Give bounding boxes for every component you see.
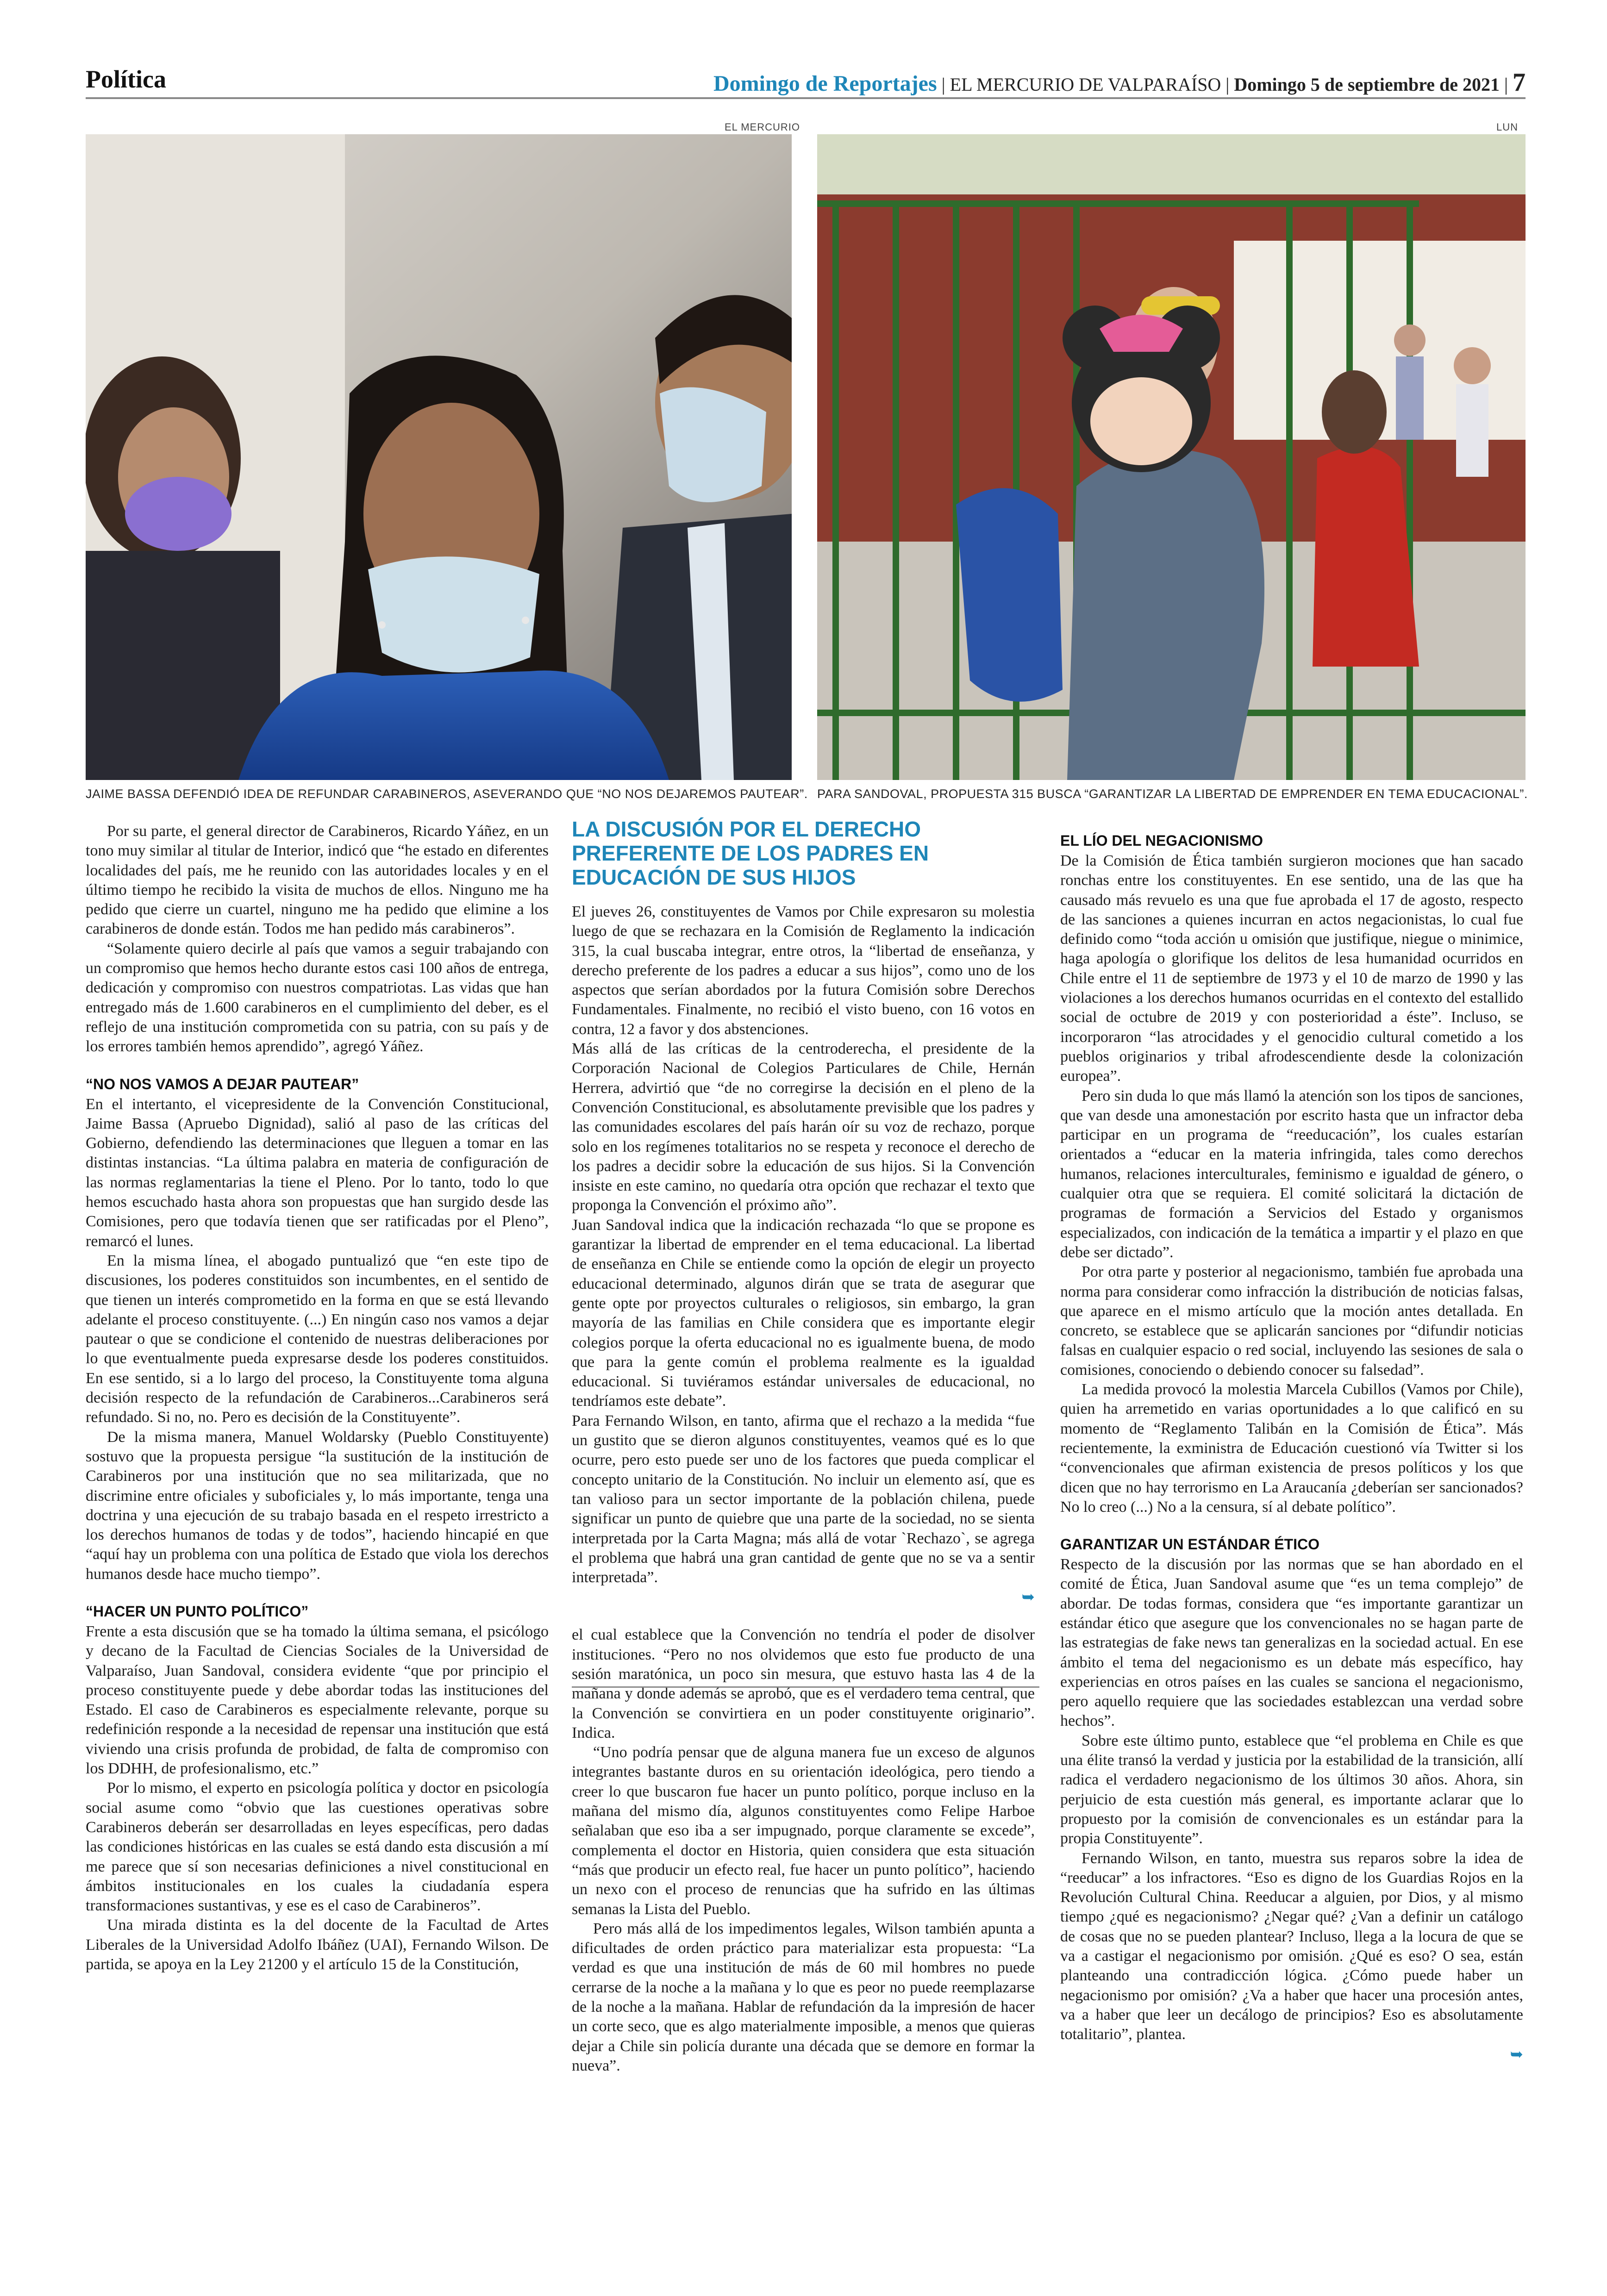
paragraph: “Uno podría pensar que de alguna manera fue un exceso de algunos integrantes bastante duros en su orientación ideológica, pero tiendo a creer lo que buscaron fue hacer un punto político, porque incluso en la mañana del mismo día, algunos constituyentes como Felipe Harboe señalaban que eso iba a ser impugnado, porque claramente se excede”, complementa el doctor en Historia, quien considera que esta situación “más que producir un efecto real, fue hacer un punto político”, haciendo un nexo con el proceso de renuncias que ha sufrido en las últimas semanas la Lista del Pueblo. [572, 1744, 1035, 1918]
paragraph: Una mirada distinta es la del docente de la Facultad de Artes Liberales de la Universidad Adolfo Ibáñez (UAI), Fernando Wilson. De partida, se apoya en la Ley 21200 y el artículo 15 de la Constitución, [86, 1916, 549, 1973]
photo-credit-right: LUN [1496, 121, 1519, 133]
paragraph: Por su parte, el general director de Carabineros, Ricardo Yáñez, en un tono muy similar al titular de Interior, indicó que “he estado en diferentes localidades del país, me he reunido con las autoridades locales y en el último tiempo he recibido la visita de muchos de ellos. Ninguno me ha pedido que cierre un cuartel, ninguno me ha pedido que elimine a los carabineros de donde están. Todos me han pedido más carabineros”. [86, 823, 549, 938]
photo-caption-left: JAIME BASSA DEFENDIÓ IDEA DE REFUNDAR CARABINEROS, ASEVERANDO QUE “NO NOS DEJAREMOS PAUTEAR”. [86, 787, 808, 801]
article-column-2 [572, 817, 1035, 2076]
paragraph: De la Comisión de Ética también surgieron mociones que han sacado ronchas entre los constituyentes. En ese sentido, una de las que ha causado más revuelo es una que fue aprobada el 17 de agosto, respecto de las sanciones a quienes incurran en actos negacionistas, lo cual fue definido como “toda acción u omisión que justifique, niegue o minimice, haga apología o glorifique los delitos de lesa humanidad ocurridos en Chile entre el 11 de septiembre de 1973 y el 10 de marzo de 1990 y las violaciones a los derechos humanos ocurridas en el contexto del estallido social de octubre de 2019 y con posterioridad a éste”. Incluso, se incorporaron “las atrocidades y el genocidio cultural cometido a los pueblos originarios y tribal afrodescendiente desde la colonización europea”. [1060, 852, 1523, 1085]
paragraph: Juan Sandoval indica que la indicación rechazada “lo que se propone es garantizar la libertad de emprender en el tema educacional. La libertad de enseñanza en Chile se entiende como la opción de elegir un proyecto educacional determinado, algunos dirán que se trata de asegurar que gente opte por proyectos culturales o religiosos, sin embargo, la gran mayoría de las familias en Chile considera que es importante elegir colegios porque la oferta educacional no es igualmente buena, de modo que para la gente común el problema realmente es la igualdad educacional. Si tuviéramos estándar universales de educacional, no tendríamos este debate”. [572, 1216, 1035, 1410]
paragraph: Pero más allá de los impedimentos legales, Wilson también apunta a dificultades de orden práctico para materializar esta propuesta: “La verdad es que una institución de más de 60 mil hombres no puede cerrarse de la noche a la mañana y lo que es peor no puede reemplazarse de la noche a la mañana. Hablar de refundación da la impresión de hacer un corte seco, que es algo materialmente imposible, a menos que quieras dejar a Chile sin policía durante una década que se demore en formar la nueva”. [572, 1920, 1035, 2074]
separator: | [1499, 74, 1513, 95]
subheading: “HACER UN PUNTO POLÍTICO” [86, 1603, 309, 1620]
feature-title: LA DISCUSIÓN POR EL DERECHO PREFERENTE DE LOS PADRES EN EDUCACIÓN DE SUS HIJOS [572, 817, 929, 889]
paragraph: De la misma manera, Manuel Woldarsky (Pueblo Constituyente) sostuvo que la propuesta persigue “la sustitución de la institución de Carabineros por una institución que no sea militarizada, que no discrimine entre oficiales y suboficiales y, lo más importante, tenga una doctrina y una ejecución de su trabajo basada en el respeto irrestricto a los derechos humanos de todas y de todos”, haciendo hincapié en que “aquí hay un problema con una política de Estado que viola los derechos humanos desde hace mucho tiempo”. [86, 1428, 549, 1583]
subheading: EL LÍO DEL NEGACIONISMO [1060, 832, 1263, 849]
paragraph: En el intertanto, el vicepresidente de la Convención Constitucional, Jaime Bassa (Apruebo Dignidad), salió al paso de las críticas del Gobierno, defendiendo las determinaciones que lleguen a tomar en las distintas instancias. “La última palabra en materia de configuración de las normas reglamentarias la tiene el Pleno. Por lo tanto, todo lo que hemos escuchado hasta ahora son propuestas que han surgido desde las Comisiones, pero que todavía tienen que ser ratificadas por el Pleno”, remarcó el lunes. [86, 1095, 549, 1250]
newspaper-name: EL MERCURIO DE VALPARAÍSO [950, 74, 1221, 95]
paragraph: Más allá de las críticas de la centroderecha, el presidente de la Corporación Nacional de Colegios Particulares de Chile, Hernán Herrera, advirtió que “de no corregirse la decisión en el pleno de la Convención Constitucional, es absolutamente previsible que los padres y las comunidades escolares del país harán oír su voz de rechazo, porque solo en los regímenes totalitarios no se respeta y reconoce el derecho de los padres a decidir sobre la educación de sus hijos. Si la Convención insiste en este camino, no quedaría otra opción que rechazar el texto que proponga la Convención el próximo año”. [572, 1040, 1035, 1214]
paragraph: Por otra parte y posterior al negacionismo, también fue aprobada una norma para considerar como infracción la distribución de noticias falsas, que aparece en el mismo artículo que la moción antes detallada. En concreto, se establece que se aplicarán sanciones por “difundir noticias falsas en cualquier espacio o red social, incluyendo las sesiones de sala o comisiones, conociendo o debiendo conocer su falsedad”. [1060, 1263, 1523, 1379]
paragraph: La medida provocó la molestia Marcela Cubillos (Vamos por Chile), quien ha arremetido en varias oportunidades a lo que calificó en su momento de “Reglamento Talibán en la Comisión de Ética”. Más recientemente, la exministra de Educación cuestionó vía Twitter si los “convencionales que afirman existencia de presos políticos y los que dicen que no hay terrorismo en La Araucanía ¿deberían ser sancionados? No lo creo (...) No a la censura, sí al debate político”. [1060, 1381, 1523, 1516]
paragraph: El jueves 26, constituyentes de Vamos por Chile expresaron su molestia luego de que se rechazara en la Comisión de Reglamento la indicación 315, la cual buscaba integrar, entre otros, la “libertad de enseñanza, y derecho preferente de los padres a educar a sus hijos”, como uno de los aspectos que serían abordados por la futura Comisión sobre Derechos Fundamentales. Finalmente, no recibió el visto bueno, con 16 votos en contra, 12 a favor y dos abstenciones. [572, 903, 1035, 1038]
separator: | [937, 74, 950, 95]
page-number: 7 [1513, 68, 1526, 97]
paragraph: “Solamente quiero decirle al país que vamos a seguir trabajando con un compromiso que hemos hecho durante estos casi 100 años de entrega, dedicación y compromiso con nuestros compatriotas. Las vidas que han entregado más de 1.600 carabineros en el cumplimiento del deber, es el reflejo de una institución comprometida con su patria, con su país y de los errores también hemos aprendido”, agregó Yáñez. [86, 940, 549, 1055]
supplement-name: Domingo de Reportajes [713, 71, 937, 96]
separator: | [1221, 74, 1234, 95]
paragraph: Pero sin duda lo que más llamó la atención son los tipos de sanciones, que van desde una amonestación por escrito hasta que un infractor deba participar en un programa de “reeducación”, los cuales estarían orientados a “educar en la materia infringida, tales como derechos humanos, relaciones interculturales, feminismo e igualdad de género, o cualquier otra que se requiera. El comité solicitará la dictación de programas de formación a Servicios del Estado y organismos especializados, con indicación de la temática a impartir y el plazo en que debe ser dictado”. [1060, 1087, 1523, 1261]
subheading: “NO NOS VAMOS A DEJAR PAUTEAR” [86, 1075, 359, 1092]
issue-date: Domingo 5 de septiembre de 2021 [1234, 74, 1500, 95]
photo-credit-left: EL MERCURIO [725, 121, 800, 133]
paragraph: Frente a esta discusión que se ha tomado la última semana, el psicólogo y decano de la Facultad de Ciencias Sociales de la Universidad de Valparaíso, Juan Sandoval, considera evidente “que por principio el proceso constituyente puede y debe abordar todas las instituciones del Estado. El caso de Carabineros es especialmente relevante, porque su redefinición responde a la necesidad de repensar una institución que está viviendo una crisis profunda de probidad, de falta de compromiso con los DDHH, de profesionalismo, etc.” [86, 1622, 549, 1778]
paragraph: el cual establece que la Convención no tendría el poder de disolver instituciones. “Pero no nos olvidemos que esto fue producto de una sesión maratónica, un poco sin mesura, que estuvo hasta las 4 de la mañana y donde además se aprobó, que es el verdadero tema central, que la Convención se convirtiera en un poder constituyente originario”. Indica. [572, 1626, 1035, 1741]
paragraph: En la misma línea, el abogado puntualizó que “en este tipo de discusiones, los poderes constituidos son incumbentes, en el sentido de que tienen un interés comprometido en la forma en que se está llevando adelante el proceso constituyente. (...) En ningún caso nos vamos a dejar pautear o que se condicione el contenido de nuestras deliberaciones por lo que eventualmente pueda expresarse desde los poderes constituidos. En ese sentido, si a lo largo del proceso, la Constituyente toma alguna decisión respecto de la refundación de Carabineros...Carabineros será refundado. Si no, no. Pero es decisión de la Constituyente”. [86, 1252, 549, 1426]
page-header [86, 65, 1526, 99]
article-column-3 [1060, 822, 1523, 2064]
article-column-1 [86, 822, 549, 1974]
continue-arrow-icon: ➥ [1021, 1588, 1035, 1607]
photo-caption-right: PARA SANDOVAL, PROPUESTA 315 BUSCA “GARANTIZAR LA LIBERTAD DE EMPRENDER EN TEMA EDUCACIONAL”. [817, 787, 1528, 801]
photo-school [817, 134, 1526, 780]
section-label: Política [86, 65, 166, 93]
box-divider [572, 1686, 1039, 1688]
paragraph: Fernando Wilson, en tanto, muestra sus reparos sobre la idea de “reeducar” a los infractores. “Eso es digno de los Guardias Rojos en la Revolución Cultural China. Reeducar a alguien, por Dios, y al mismo tiempo ¿qué es negacionismo? ¿Negar qué? ¿Van a definir un catálogo de cosas que no se pueden plantear? Incluso, llega a la locura de que se va a castigar el negacionismo por omisión. ¿Qué es eso? O sea, están planteando una contradicción lógica. ¿Cómo puede haber un negacionismo por omisión? ¿Va a haber que hacer una procesión antes, va a haber que leer un decálogo de principios? Eso es absolutamente totalitario”, plantea. [1060, 1849, 1523, 2043]
paragraph: Por lo mismo, el experto en psicología política y doctor en psicología social asume como “obvio que las cuestiones operativas sobre Carabineros deberán ser desarrolladas en leyes específicas, pero dadas las condiciones históricas en las cuales se está dando esta discusión a mí me parece que sí son necesarias definiciones a nivel constitucional en ámbitos institucionales en los cuales la ciudadanía espera transformaciones sustantivas, y ese es el caso de Carabineros”. [86, 1779, 549, 1915]
paragraph: Para Fernando Wilson, en tanto, afirma que el rechazo a la medida “fue un gustito que se dieron algunos constituyentes, veamos qué es lo que ocurre, pero esto puede ser uno de los factores que pueda complicar el concepto unitario de la Constitución. No incluir un elemento así, que es tan valioso para un sector importante de la población chilena, puede significar un punto de quiebre que una parte de la sociedad, no se sienta interpretada por la Carta Magna; más allá de votar `Rechazo`, se agrega el problema que habrá una gran cantidad de gente que no se va a sentir interpretada”. [572, 1412, 1035, 1586]
paragraph: Sobre este último punto, establece que “el problema en Chile es que una élite transó la verdad y justicia por la estabilidad de la transición, allí radica el verdadero negacionismo de los últimos 30 años. Ahora, sin perjuicio de esta cuestión más general, es importante aclarar que lo propuesto por la comisión de convencionales es un estándar para la propia Constituyente”. [1060, 1732, 1523, 1847]
subheading: GARANTIZAR UN ESTÁNDAR ÉTICO [1060, 1536, 1319, 1553]
paragraph: Respecto de la discusión por las normas que se han abordado en el comité de Ética, Juan Sandoval asume que “es un tema complejo” de abordar. De todas formas, considera que “es importante garantizar un estándar ético que asegure que los convencionales no se hagan parte de las estrategias de fake news tan generalizas en la sociedad actual. En ese ámbito el tema del negacionismo es un debate más específico, hay experiencias en otros países en las cuales se sanciona el negacionismo, pero aquello requiere que las sociedades establezcan una verdad sobre hechos”. [1060, 1556, 1523, 1730]
masthead [713, 68, 1526, 97]
continue-arrow-icon: ➥ [1510, 2045, 1523, 2064]
photo-bassa [86, 134, 792, 780]
